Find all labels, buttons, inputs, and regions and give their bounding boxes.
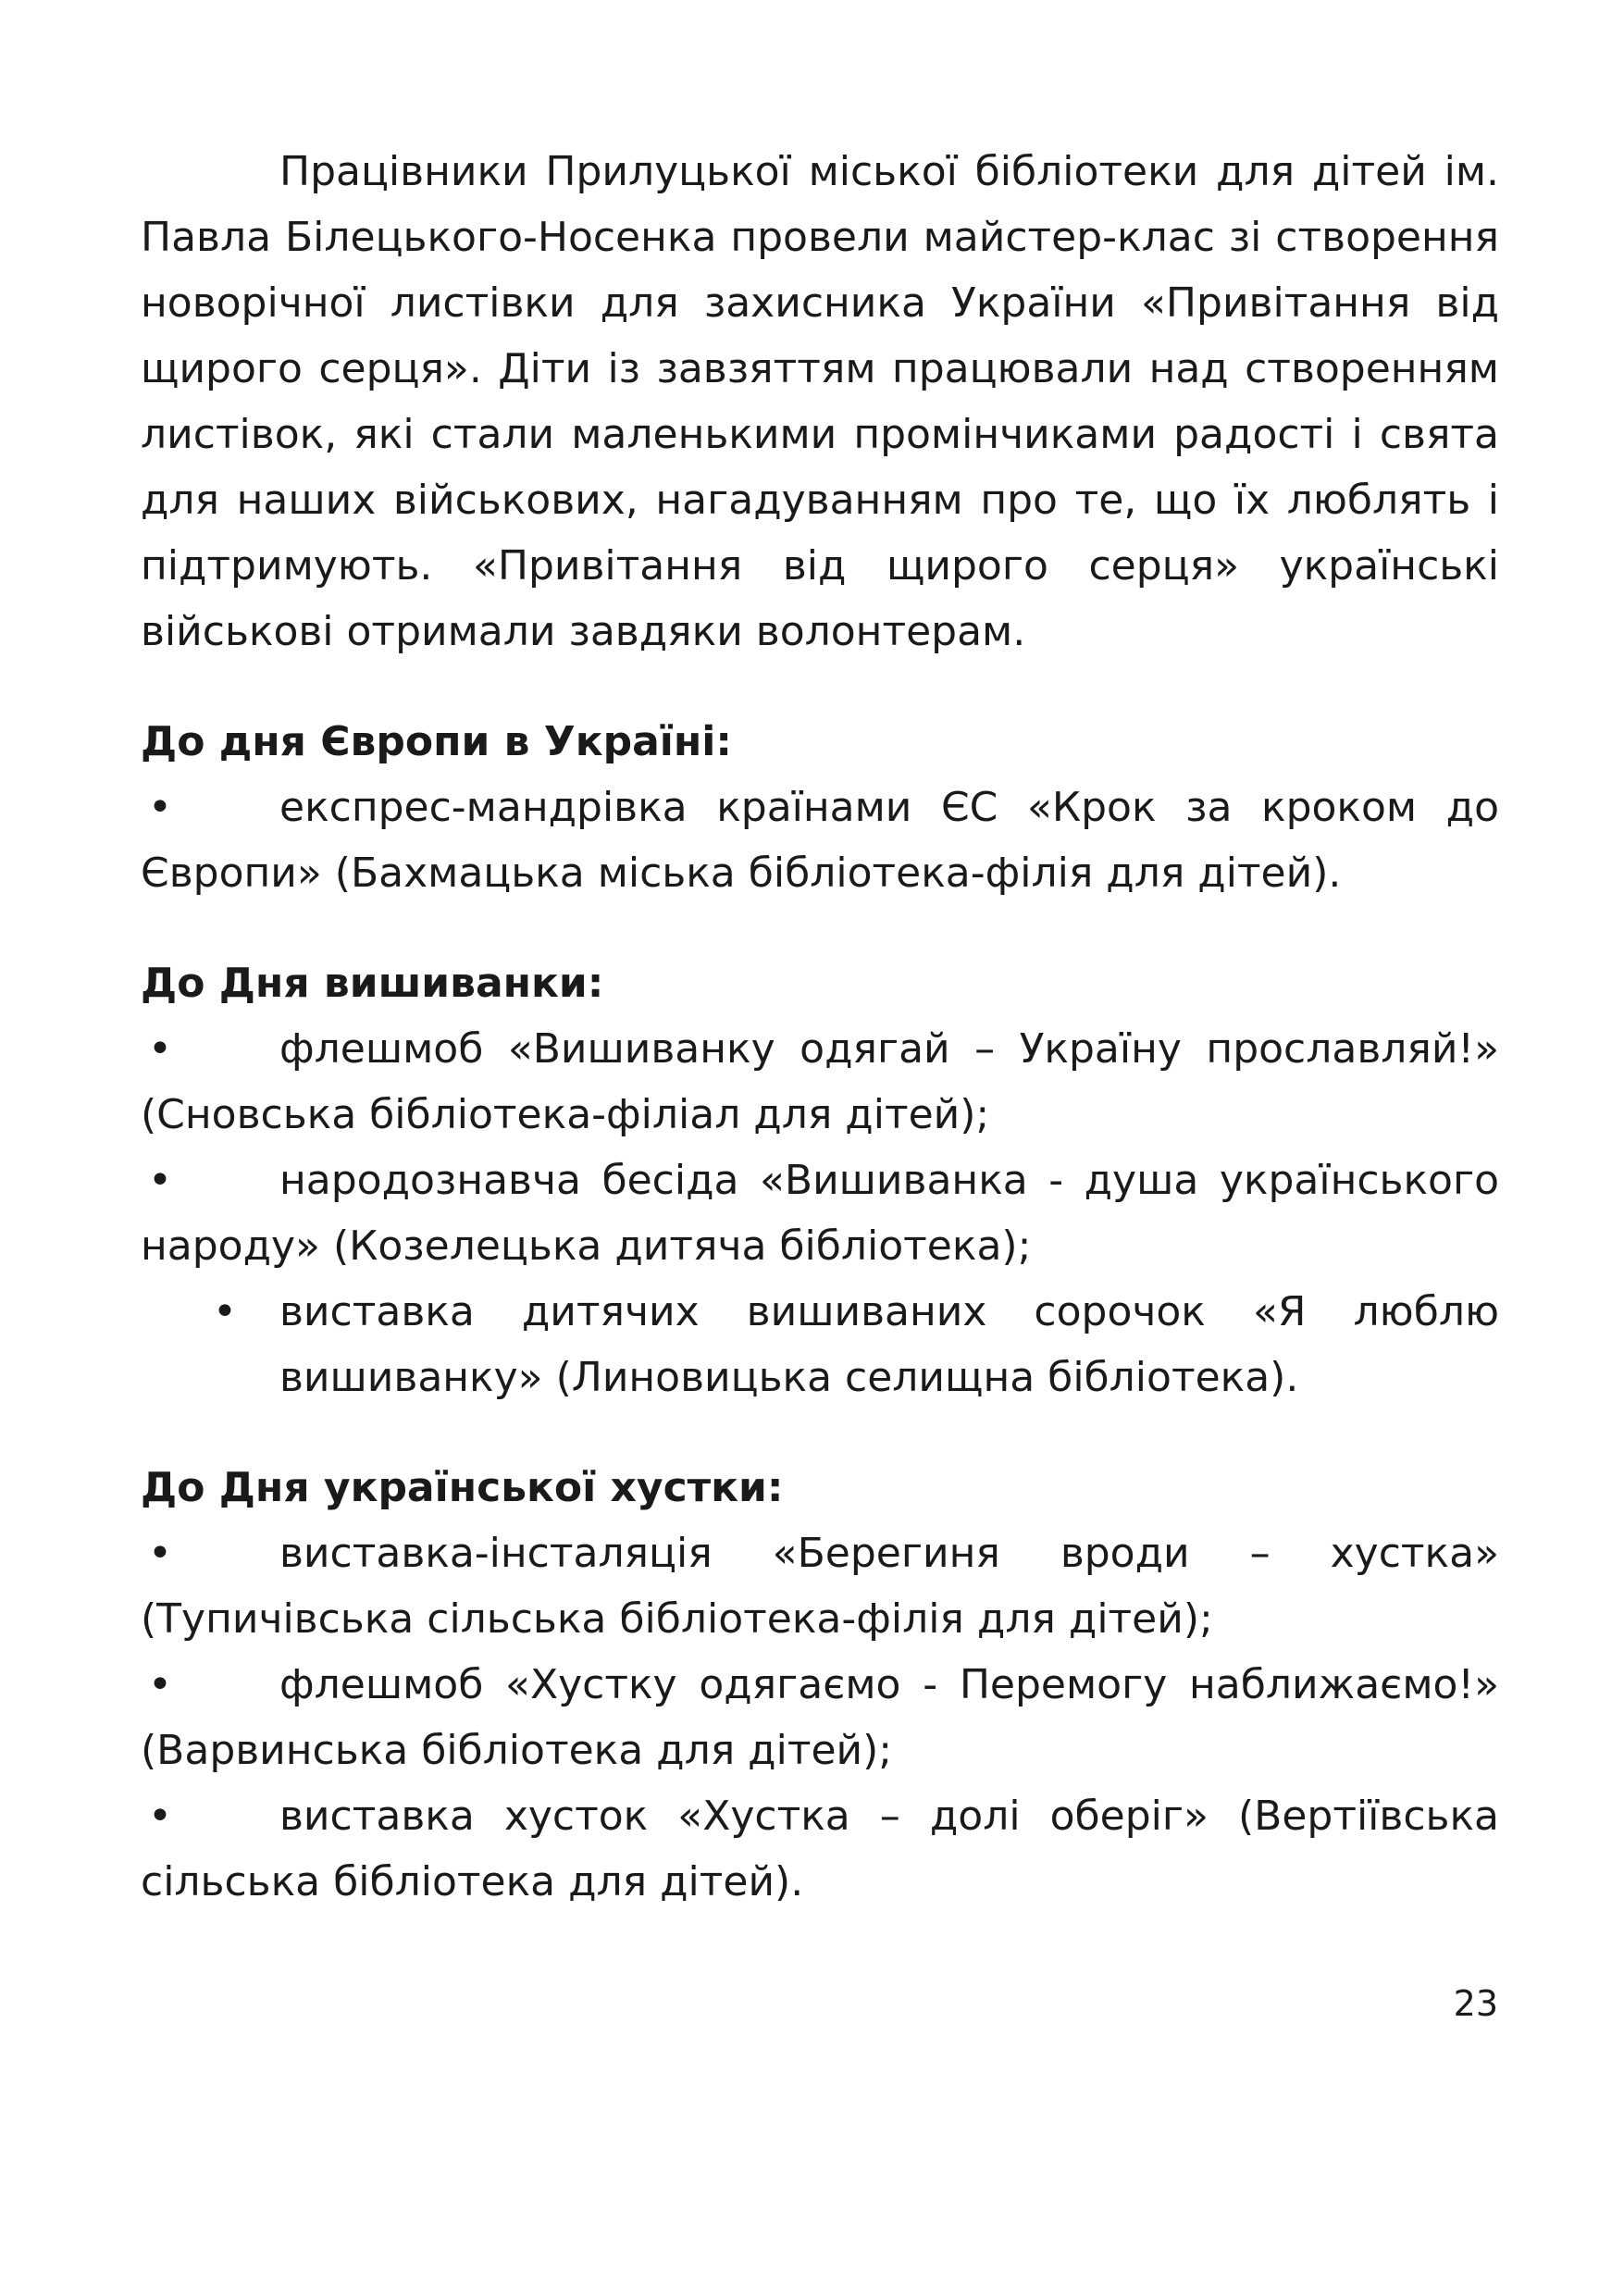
bullet-icon: • [148, 784, 172, 831]
list-item-text: виставка хусток «Хустка – долі оберіг» (Вертіївська сільська бібліотека для дітей). [141, 1793, 1499, 1905]
list-item-text: експрес-мандрівка країнами ЄС «Крок за кроком до Європи» (Бахмацька міська бібліотека-філія для дітей). [141, 784, 1499, 897]
list-item-text: народознавча бесіда «Вишиванка - душа українського народу» (Козелецька дитяча бібліотека); [141, 1157, 1499, 1270]
document-page [141, 139, 1499, 1915]
section-heading: До дня Європи в Україні: [141, 718, 732, 765]
list-item-text: виставка дитячих вишиваних сорочок «Я люблю вишиванку» (Линовицька селищна бібліотека). [279, 1288, 1499, 1401]
bullet-icon: • [148, 1661, 172, 1708]
section-heading: До Дня української хустки: [141, 1464, 784, 1511]
list-item [141, 1148, 1499, 1279]
bullet-icon: • [148, 1793, 172, 1840]
list-item-text: флешмоб «Вишиванку одягай – Україну прославляй!» (Сновська бібліотека-філіал для дітей); [141, 1025, 1499, 1138]
list-item [141, 775, 1499, 906]
list-item [141, 1520, 1499, 1652]
bullet-icon: • [148, 1530, 172, 1577]
page-number: 23 [1453, 1983, 1498, 2024]
list-item-indented [141, 1279, 1499, 1410]
bullet-icon: • [148, 1025, 172, 1073]
bullet-icon: • [148, 1157, 172, 1204]
section-headscarf-day [141, 1455, 1499, 1915]
bullet-icon: • [213, 1288, 237, 1335]
section-vyshyvanka-day [141, 950, 1499, 1410]
section-heading: До Дня вишиванки: [141, 960, 604, 1007]
list-item [141, 1652, 1499, 1783]
intro-paragraph: Працівники Прилуцької міської бібліотеки для дітей ім. Павла Білецького-Носенка провели майстер-клас зі створення новорічної листівки для захисника України «Привітання від щирого серця». Діти із завзяттям працювали над створенням листівок, які стали маленькими промінчиками радості і свята для наших військових, нагадуванням про те, що їх люблять і підтримують. «Привітання від щирого серця» українські військові отримали завдяки волонтерам. [141, 148, 1499, 655]
list-item-text: флешмоб «Хустку одягаємо - Перемогу наближаємо!» (Варвинська бібліотека для дітей); [141, 1661, 1499, 1774]
list-item [141, 1783, 1499, 1915]
list-item-text: виставка-інсталяція «Берегиня вроди – хустка» (Тупичівська сільська бібліотека-філія для дітей); [141, 1530, 1499, 1643]
section-europe-day [141, 709, 1499, 906]
list-item [141, 1016, 1499, 1148]
